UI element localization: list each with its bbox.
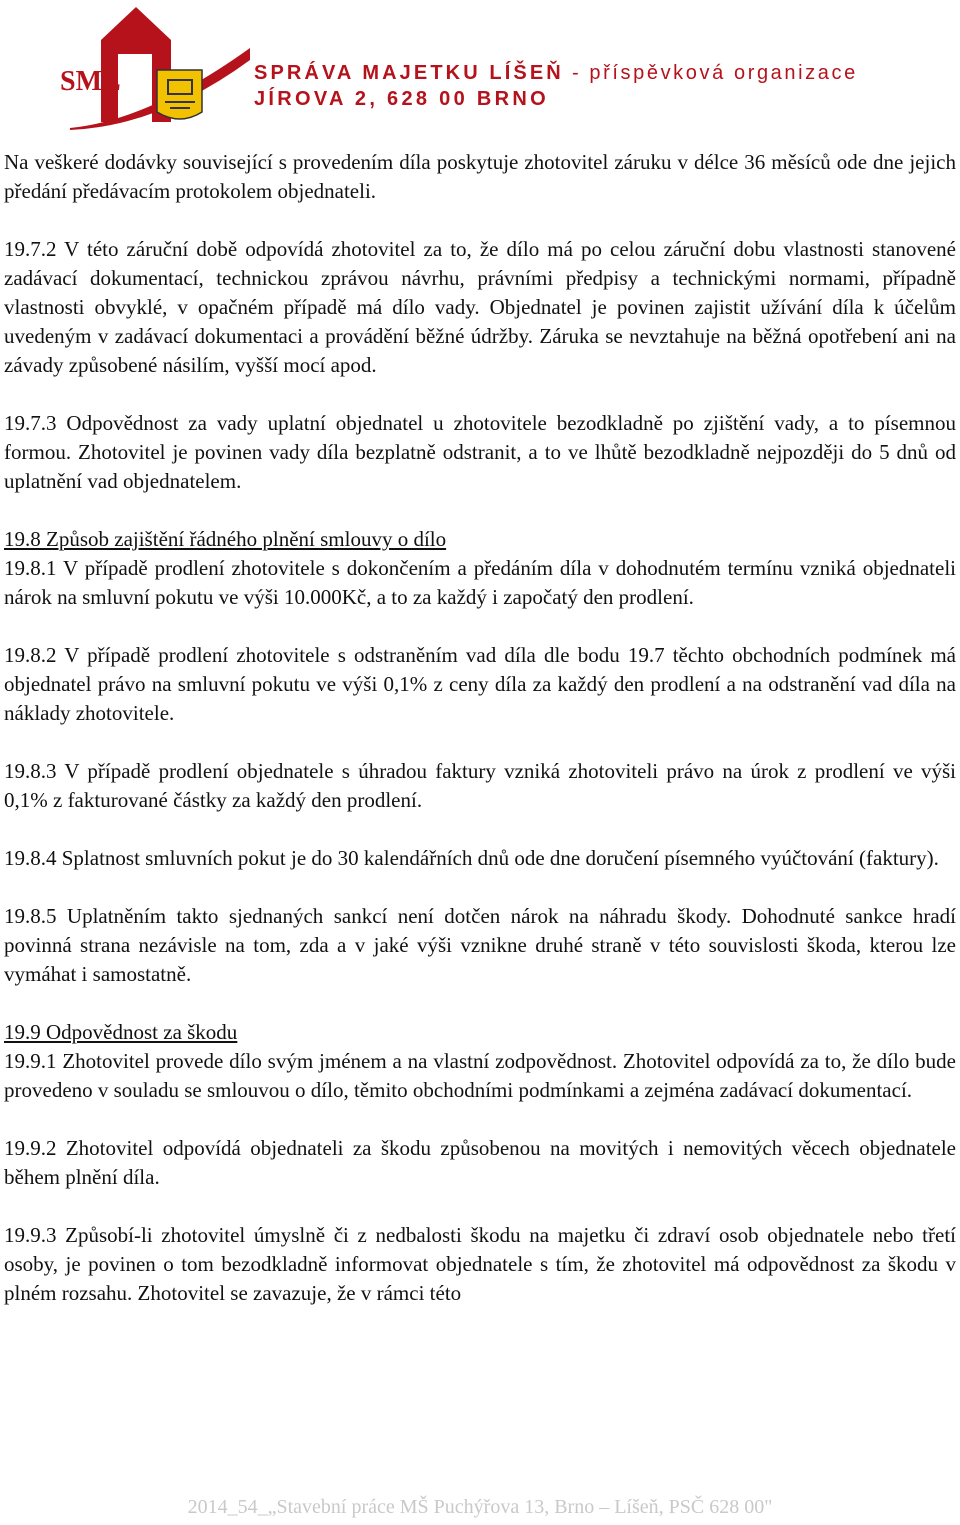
org-separator: - [563, 62, 590, 84]
section-heading-19-8-text: 19.8 Způsob zajištění řádného plnění smlouvy o dílo [4, 527, 447, 551]
org-address: JÍROVA 2, 628 00 BRNO [254, 88, 549, 110]
paragraph-19-8-4: 19.8.4 Splatnost smluvních pokut je do 30 kalendářních dnů ode dne doručení písemného vyúčtování (faktury). [4, 846, 939, 870]
page-header [0, 0, 960, 130]
org-name-line [254, 62, 858, 85]
document-body [4, 148, 956, 1337]
section-heading-19-8 [4, 525, 956, 554]
paragraph-19-8-3: 19.8.3 V případě prodlení objednatele s úhradou faktury vzniká zhotoviteli právo na úrok z prodlení ve výši 0,1% z fakturované částky za každý den prodlení. [4, 759, 956, 812]
section-heading-19-9 [4, 1018, 956, 1047]
paragraph-19-8-2: 19.8.2 V případě prodlení zhotovitele s odstraněním vad díla dle bodu 19.7 těchto obchodních podmínek má objednatel právo na smluvní pokutu ve výši 0,1% z ceny díla za každý den prodlení a na odstranění vad díla na náklady zhotovitele. [4, 643, 956, 725]
paragraph-19-7-3: 19.7.3 Odpovědnost za vady uplatní objednatel u zhotovitele bezodkladně po zjištění vady, a to písemnou formou. Zhotovitel je povinen vady díla bezplatně odstranit, a to ve lhůtě bezodkladně nejpozději do 5 dnů od uplatnění vad objednatelem. [4, 411, 956, 493]
paragraph-19-9-3: 19.9.3 Způsobí-li zhotovitel úmyslně či z nedbalosti škodu na majetku či zdraví osob objednatele nebo třetí osoby, je povinen o tom bezodkladně informovat objednatele s tím, že zhotovitel má odpovědnost za škodu v plném rozsahu. Zhotovitel se zavazuje, že v rámci této [4, 1223, 956, 1305]
paragraph-19-8-1: 19.8.1 V případě prodlení zhotovitele s dokončením a předáním díla v dohodnutém termínu vzniká objednateli nárok na smluvní pokutu ve výši 10.000Kč, a to za každý i započatý den prodlení. [4, 556, 956, 609]
org-name: SPRÁVA MAJETKU LÍŠEŇ [254, 62, 564, 84]
paragraph-19-9-1: 19.9.1 Zhotovitel provede dílo svým jménem a na vlastní zodpovědnost. Zhotovitel odpovídá za to, že dílo bude provedeno v souladu se smlouvou o dílo, těmito obchodními podmínkami a zejména zadávací dokumentací. [4, 1049, 956, 1102]
sml-logo [0, 0, 250, 130]
org-type: příspěvková organizace [589, 62, 858, 84]
logo-text: SML [60, 66, 121, 97]
paragraph-19-8-5: 19.8.5 Uplatněním takto sjednaných sankcí není dotčen nárok na náhradu škody. Dohodnuté sankce hradí povinná strana nezávisle na tom, zda a v jaké výši vznikne druhé straně v této souvislosti škoda, kterou lze vymáhat i samostatně. [4, 904, 956, 986]
paragraph-intro: Na veškeré dodávky související s provedením díla poskytuje zhotovitel záruku v délce 36 měsíců ode dne jejich předání předávacím protokolem objednateli. [4, 150, 956, 203]
section-heading-19-9-text: 19.9 Odpovědnost za škodu [4, 1020, 238, 1044]
page-footer: 2014_54_„Stavební práce MŠ Puchýřova 13, Brno – Líšeň, PSČ 628 00" [187, 1496, 773, 1518]
paragraph-19-9-2: 19.9.2 Zhotovitel odpovídá objednateli za škodu způsobenou na movitých i nemovitých věcech objednatele během plnění díla. [4, 1136, 956, 1189]
paragraph-19-7-2: 19.7.2 V této záruční době odpovídá zhotovitel za to, že dílo má po celou záruční dobu vlastnosti stanovené zadávací dokumentací, technickou zprávou návrhu, právními předpisy a technickými normami, případně vlastnosti obvyklé, v opačném případě má dílo vady. Objednatel je povinen zajistit užívání díla k účelům uvedeným v zadávací dokumentaci a provádění běžné údržby. Záruka se nevztahuje na běžná opotřebení ani na závady způsobené násilím, vyšší mocí apod. [4, 237, 956, 377]
